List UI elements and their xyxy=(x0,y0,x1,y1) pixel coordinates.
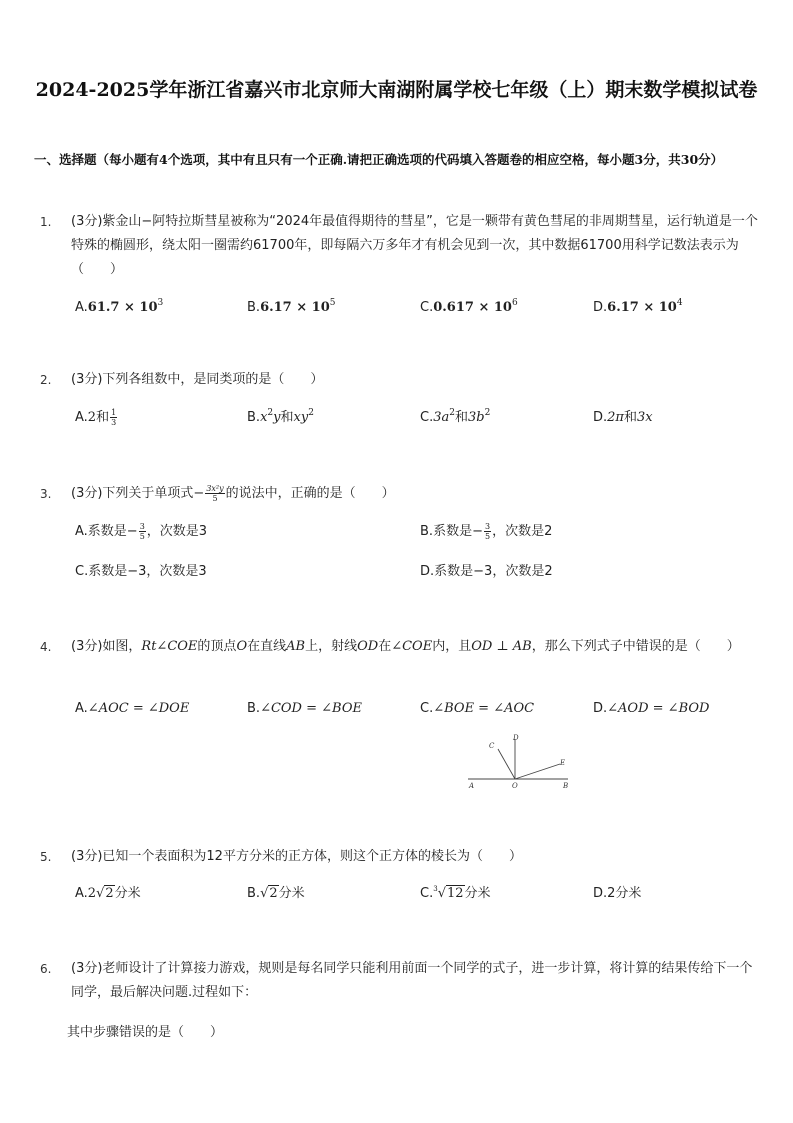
ray-oe xyxy=(515,764,560,779)
option-a[interactable]: A.2√2分米 xyxy=(75,886,141,901)
option-b[interactable]: B.√2分米 xyxy=(247,886,305,901)
question-number: 3. xyxy=(40,487,52,501)
option-d[interactable]: D.2分米 xyxy=(593,886,642,901)
option-d[interactable]: D.∠AOD = ∠BOD xyxy=(593,701,710,716)
question-subtext: 其中步骤错误的是（ ） xyxy=(67,1025,224,1040)
question-text: (3分)下列各组数中，是同类项的是（ ） xyxy=(71,372,324,387)
option-a[interactable]: A.系数是− $\frac{3}{5}$ ，次数是3 xyxy=(75,522,208,541)
option-b[interactable]: B.∠COD = ∠BOE xyxy=(247,701,362,716)
question-text: (3分)下列关于单项式− $\frac{\text{3x²y}}{5}$ 的说法中，正确的是（ ） xyxy=(71,484,395,503)
label-o: O xyxy=(512,782,518,790)
question-number: 1. xyxy=(40,215,52,229)
option-c[interactable]: $C.0.617 \times 10^6$ xyxy=(420,298,518,315)
question-number: 6. xyxy=(40,962,52,976)
label-e: E xyxy=(560,759,566,767)
question-text: (3分)如图，Rt∠COE的顶点O在直线AB上，射线OD在∠COE内，且OD ⊥ AB，那么下列式子中错误的是（ ） xyxy=(71,639,740,654)
section-heading: 一、选择题（每小题有4个选项，其中有且只有一个正确.请把正确选项的代码填入答题卷的相应空格，每小题3分，共30分） xyxy=(34,152,724,167)
option-d[interactable]: D.2π和3x xyxy=(593,410,653,425)
question-text: (3分)紫金山−阿特拉斯彗星被称为“2024年最值得期待的彗星”，它是一颗带有黄色彗尾的非周期彗星，运行轨道是一个特殊的椭圆形，绕太阳一圈需约61700年，即每隔六万多年才有机会见到一次，其中数据61700用科学记数法表示为（ ） xyxy=(71,214,758,277)
page-title: 2024-2025学年浙江省嘉兴市北京师大南湖附属学校七年级（上）期末数学模拟试卷 xyxy=(35,79,758,101)
option-c[interactable]: $C.3a^2$和$3b^2$ xyxy=(420,408,491,425)
question-text: (3分)老师设计了计算接力游戏，规则是每名同学只能利用前面一个同学的式子，进一步计算，将计算的结果传给下一个同学，最后解决问题.过程如下： xyxy=(71,961,753,1000)
option-b[interactable]: B.系数是− $\frac{3}{5}$ ，次数是2 xyxy=(420,522,553,541)
option-d[interactable]: D.系数是−3，次数是2 xyxy=(420,564,553,579)
option-a[interactable]: $A.61.7 \times 10^3$ xyxy=(75,298,164,315)
ray-oc xyxy=(498,749,515,779)
question-number: 4. xyxy=(40,640,52,654)
question-number: 2. xyxy=(40,373,52,387)
option-a[interactable]: A.∠AOC = ∠DOE xyxy=(75,701,190,716)
option-a[interactable]: A.2和 $\frac{1}{3}$ xyxy=(75,408,117,427)
option-b[interactable]: $B.x^2y$和$xy^2$ xyxy=(247,408,314,425)
question-text: (3分)已知一个表面积为12平方分米的正方体，则这个正方体的棱长为（ ） xyxy=(71,849,522,864)
option-c[interactable]: C.系数是−3，次数是3 xyxy=(75,564,207,579)
option-b[interactable]: $B.6.17 \times 10^5$ xyxy=(247,298,336,315)
angle-diagram xyxy=(460,733,575,791)
label-d: D xyxy=(513,734,519,742)
label-a: A xyxy=(469,782,475,790)
option-c[interactable]: C.$^3$√12分米 xyxy=(420,885,491,901)
option-c[interactable]: C.∠BOE = ∠AOC xyxy=(420,701,535,716)
option-d[interactable]: $D.6.17 \times 10^4$ xyxy=(593,298,683,315)
label-b: B xyxy=(563,782,569,790)
monomial-fraction: $\frac{\text{3x²y}}{5}$ xyxy=(206,484,224,503)
question-number: 5. xyxy=(40,850,52,864)
label-c: C xyxy=(489,742,495,750)
